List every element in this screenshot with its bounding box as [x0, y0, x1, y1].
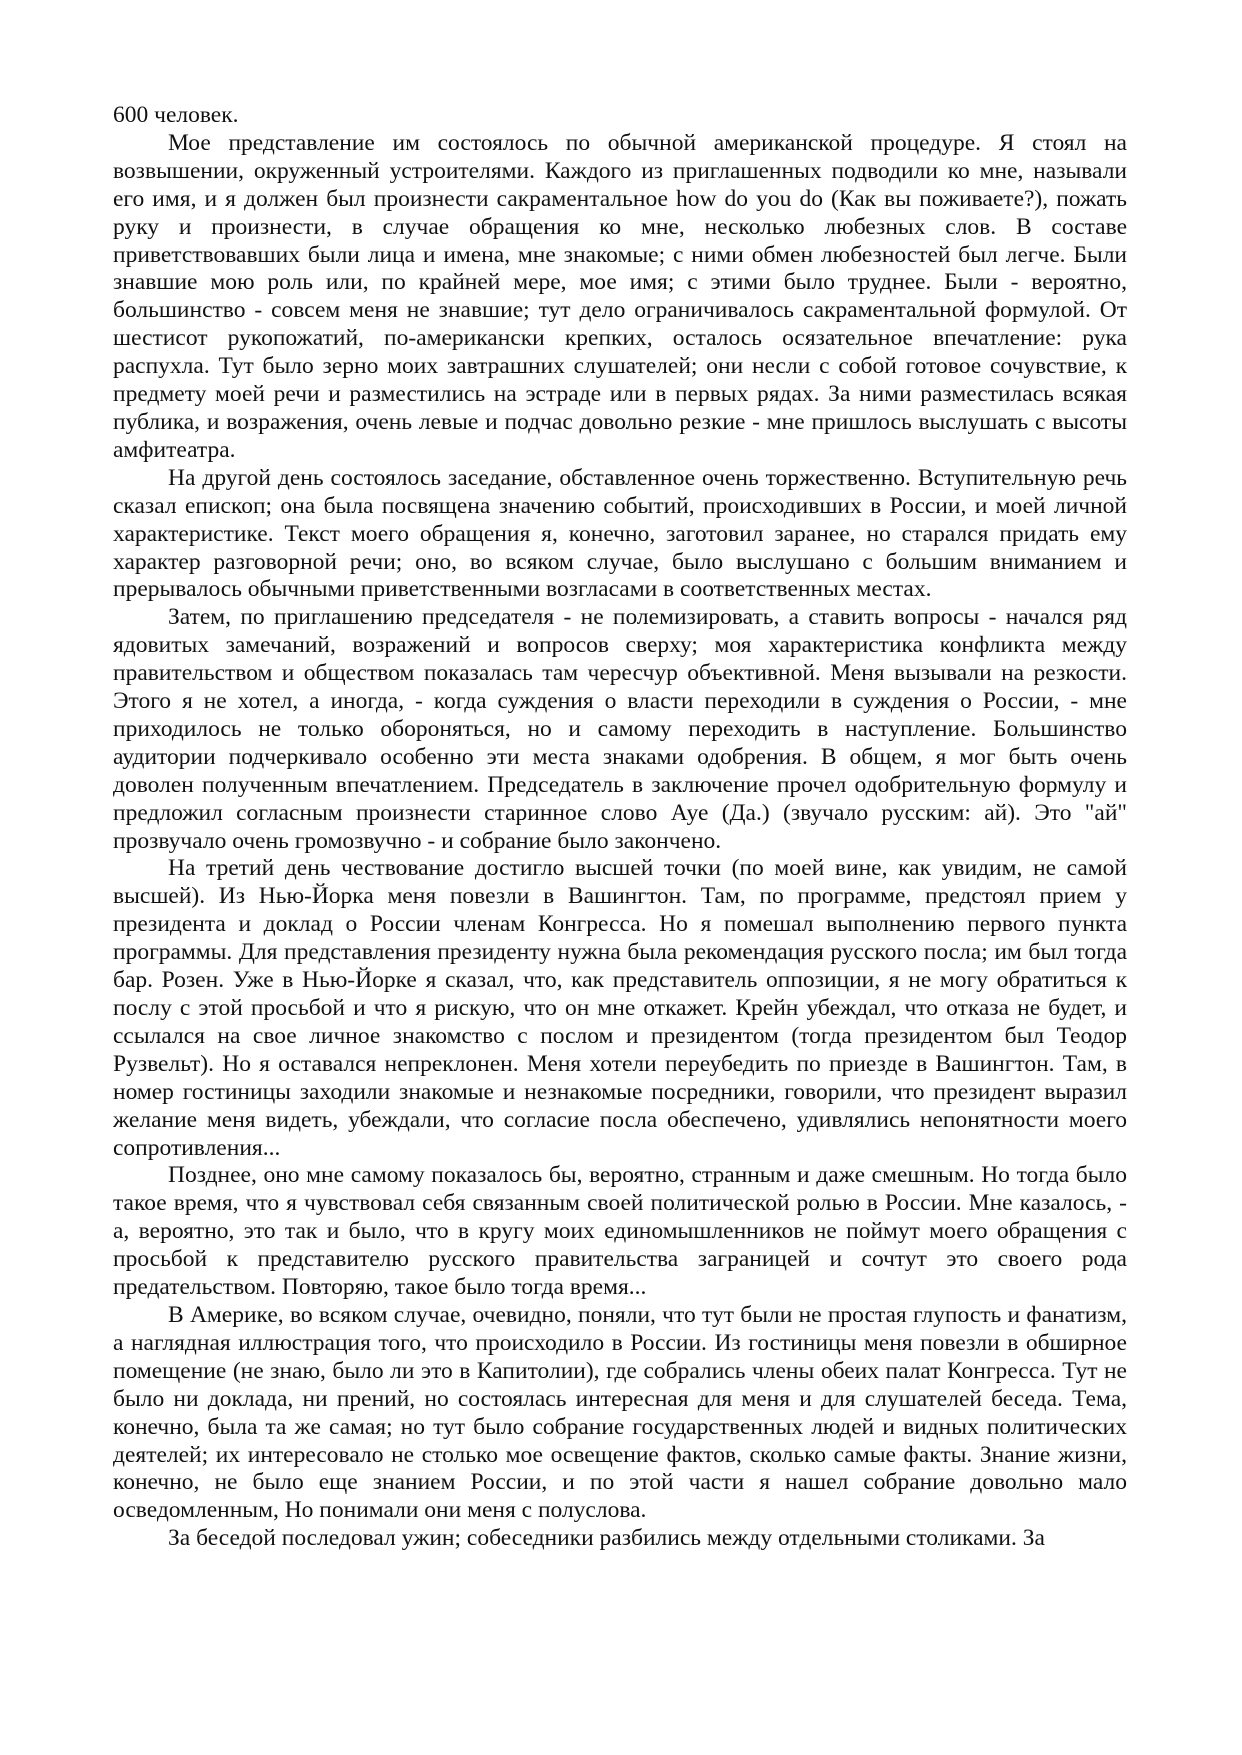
paragraph-1: 600 человек. [113, 102, 239, 128]
paragraph-5: На третий день чествование достигло высшей точки (по моей вине, как увидим, не самой высшей). Из Нью-Йорка меня повезли в Вашингтон. Там, по программе, предстоял прием у президента и доклад о России членам Конгресса. Но я помешал выполнению первого пункта программы. Для представления президенту нужна была рекомендация русского посла; им был тогда бар. Розен. Уже в Нью-Йорке я сказал, что, как представитель оппозиции, я не могу обратиться к послу с этой просьбой и что я рискую, что он мне откажет. Крейн убеждал, что отказа не будет, и ссылался на свое личное знакомство с послом и президентом (тогда президентом был Теодор Рузвельт). Но я оставался непреклонен. Меня хотели переубедить по приезде в Вашингтон. Там, в номер гостиницы заходили знакомые и незнакомые посредники, говорили, что президент выразил желание меня видеть, убеждали, что согласие посла обеспечено, удивлялись непонятности моего сопротивления... [113, 855, 1127, 1161]
paragraph-2: Мое представление им состоялось по обычной американской процедуре. Я стоял на возвышении, окруженный устроителями. Каждого из приглашенных подводили ко мне, называли его имя, и я должен был произнести сакраментальное how do you do (Как вы поживаете?), пожать руку и произнести, в случае обращения ко мне, несколько любезных слов. В составе приветствовавших были лица и имена, мне знакомые; с ними обмен любезностей был легче. Были знавшие мою роль или, по крайней мере, мое имя; с этими было труднее. Были - вероятно, большинство - совсем меня не знавшие; тут дело ограничивалось сакраментальной формулой. От шестисот рукопожатий, по-американски крепких, осталось осязательное впечатление: рука распухла. Тут было зерно моих завтрашних слушателей; они несли с собой готовое сочувствие, к предмету моей речи и разместились на эстраде или в первых рядах. За ними разместилась всякая публика, и возражения, очень левые и подчас довольно резкие - мне пришлось выслушать с высоты амфитеатра. [113, 129, 1127, 463]
paragraph-3: На другой день состоялось заседание, обставленное очень торжественно. Вступительную речь сказал епископ; она была посвящена значению событий, происходивших в России, и моей личной характеристике. Текст моего обращения я, конечно, заготовил заранее, но старался придать ему характер разговорной речи; оно, во всяком случае, было выслушано с большим вниманием и прерывалось обычными приветственными возгласами в соответственных местах. [113, 464, 1127, 603]
paragraph-8: За беседой последовал ужин; собеседники разбились между отдельными столиками. За [168, 1525, 1045, 1552]
paragraph-4: Затем, по приглашению председателя - не полемизировать, а ставить вопросы - начался ряд ядовитых замечаний, возражений и вопросов сверху; моя характеристика конфликта между правительством и обществом показалась там чересчур объективной. Меня вызывали на резкости. Этого я не хотел, а иногда, - когда суждения о власти переходили в суждения о России, - мне приходилось не только обороняться, но и самому переходить в наступление. Большинство аудитории подчеркивало особенно эти места знаками одобрения. В общем, я мог быть очень доволен полученным впечатлением. Председатель в заключение прочел одобрительную формулу и предложил согласным произнести старинное слово Ауе (Да.) (звучало русским: ай). Это "ай" прозвучало очень громозвучно - и собрание было закончено. [113, 604, 1127, 854]
paragraph-7: В Америке, во всяком случае, очевидно, поняли, что тут были не простая глупость и фанатизм, а наглядная иллюстрация того, что происходило в России. Из гостиницы меня повезли в обширное помещение (не знаю, было ли это в Капитолии), где собрались члены обеих палат Конгресса. Тут не было ни доклада, ни прений, но состоялась интересная для меня и для слушателей беседа. Тема, конечно, была та же самая; но тут было собрание государственных людей и видных политических деятелей; их интересовало не столько мое освещение фактов, сколько самые факты. Знание жизни, конечно, не было еще знанием России, и по этой части я нашел собрание довольно мало осведомленным, Но понимали они меня с полуслова. [113, 1301, 1127, 1524]
document-page [113, 102, 1127, 1553]
paragraph-6: Позднее, оно мне самому показалось бы, вероятно, странным и даже смешным. Но тогда было такое время, что я чувствовал себя связанным своей политической ролью в России. Мне казалось, - а, вероятно, это так и было, что в кругу моих единомышленников не поймут моего обращения с просьбой к представителю русского правительства заграницей и сочтут это своего рода предательством. Повторяю, такое было тогда время... [113, 1162, 1127, 1301]
